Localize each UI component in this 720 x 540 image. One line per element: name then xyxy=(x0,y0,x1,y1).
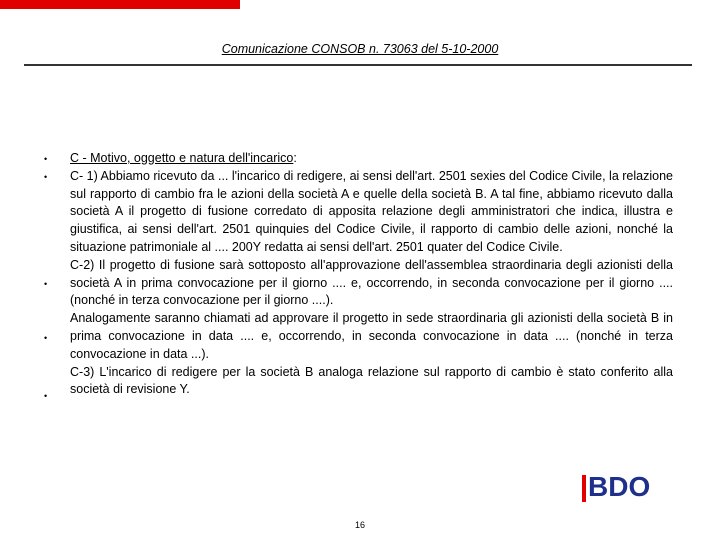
bullet-marker: • xyxy=(44,154,48,164)
bullet-marker: • xyxy=(44,391,48,401)
bullet-marker: • xyxy=(44,279,48,289)
paragraph-c1: C- 1) Abbiamo ricevuto da ... l'incarico di redigere, ai sensi dell'art. 2501 sexies del Codice Civile, la relazione sul rapporto di cambio fra le azioni della società A e quelle della società B. A tal fine, abbiamo ricevuto dalla società A il progetto di fusione corredato di apposita relazione degli amministratori che indica, illustra e giustifica, ai sensi dell'art. 2501 quinquies del Codice Civile, il rapporto di cambio delle azioni, nonché la situazione patrimoniale al .... 200Y redatta ai sensi dell'art. 2501 quater del Codice Civile. xyxy=(70,168,673,254)
page-title: Comunicazione CONSOB n. 73063 del 5-10-2000 xyxy=(221,42,499,56)
section-heading-line xyxy=(70,150,673,168)
bullet-marker: • xyxy=(44,333,48,343)
bdo-logo xyxy=(582,470,664,502)
section-heading-colon: : xyxy=(293,151,297,165)
section-heading: C - Motivo, oggetto e natura dell'incarico xyxy=(70,151,294,165)
paragraph-analogamente: Analogamente saranno chiamati ad approvare il progetto in sede straordinaria gli azionisti della società B in prima convocazione in data .... e, occorrendo, in seconda convocazione in data .... (nonché in terza convocazione in data ...). xyxy=(70,311,673,361)
paragraph-c2: C-2) Il progetto di fusione sarà sottoposto all'approvazione dell'assemblea straordinaria degli azionisti della società A in prima convocazione per il giorno .... e, occorrendo, in seconda convocazione per il giorno .... (nonché in terza convocazione per il giorno ....). xyxy=(70,257,673,308)
top-red-bar xyxy=(0,0,240,9)
page-number: 16 xyxy=(354,520,365,530)
logo-red-bar xyxy=(582,475,586,502)
logo-text: BDO xyxy=(588,471,651,502)
paragraph-c3: C-3) L'incarico di redigere per la società B analoga relazione sul rapporto di cambio è stato conferito alla società di revisione Y. xyxy=(70,364,673,397)
body-text xyxy=(70,150,673,399)
bullet-marker: • xyxy=(44,172,48,182)
header-divider xyxy=(24,64,692,66)
